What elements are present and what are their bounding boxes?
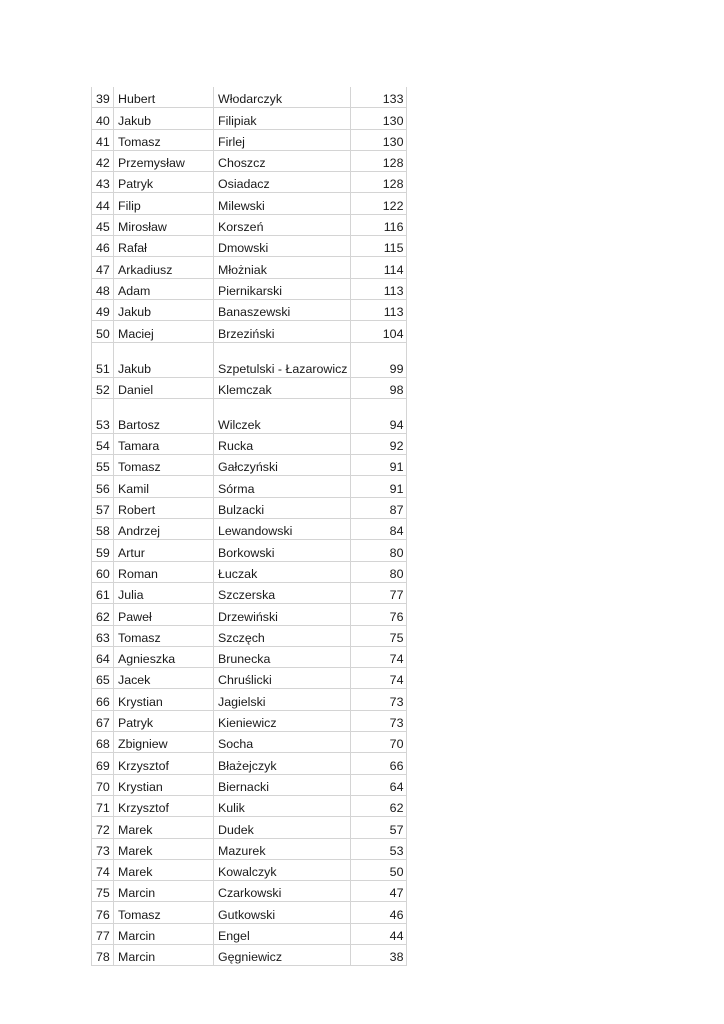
score-cell: 130 [351,129,407,150]
score-cell: 44 [351,923,407,944]
score-cell: 73 [351,689,407,710]
first-name-cell: Marek [114,838,214,859]
first-name-cell: Jakub [114,299,214,320]
rank-cell: 41 [92,129,114,150]
score-cell: 91 [351,476,407,497]
rank-cell: 54 [92,433,114,454]
rank-cell: 60 [92,561,114,582]
rank-cell: 40 [92,108,114,129]
last-name-cell: Filipiak [214,108,351,129]
first-name-cell: Patryk [114,172,214,193]
score-cell: 113 [351,278,407,299]
score-cell: 113 [351,299,407,320]
table-row [92,321,407,342]
score-cell: 116 [351,214,407,235]
rank-cell: 73 [92,838,114,859]
score-cell: 84 [351,519,407,540]
score-cell: 66 [351,753,407,774]
first-name-cell: Bartosz [114,398,214,433]
score-cell: 87 [351,497,407,518]
first-name-cell: Przemysław [114,150,214,171]
first-name-cell: Marcin [114,944,214,965]
table-row [92,497,407,518]
first-name-cell: Roman [114,561,214,582]
last-name-cell: Szczerska [214,582,351,603]
table-row [92,214,407,235]
score-cell: 99 [351,342,407,377]
last-name-cell: Chruślicki [214,668,351,689]
first-name-cell: Mirosław [114,214,214,235]
first-name-cell: Krystian [114,774,214,795]
score-cell: 77 [351,582,407,603]
table-row [92,923,407,944]
last-name-cell: Choszcz [214,150,351,171]
last-name-cell: Czarkowski [214,881,351,902]
table-row [92,732,407,753]
last-name-cell: Dudek [214,817,351,838]
first-name-cell: Filip [114,193,214,214]
table-row [92,342,407,377]
table-row [92,859,407,880]
score-cell: 98 [351,377,407,398]
first-name-cell: Tomasz [114,129,214,150]
last-name-cell: Kowalczyk [214,859,351,880]
table-row [92,129,407,150]
last-name-cell: Szczęch [214,625,351,646]
table-row [92,455,407,476]
last-name-cell: Drzewiński [214,604,351,625]
first-name-cell: Robert [114,497,214,518]
table-row [92,519,407,540]
score-cell: 53 [351,838,407,859]
first-name-cell: Tomasz [114,902,214,923]
rank-cell: 46 [92,236,114,257]
last-name-cell: Brunecka [214,646,351,667]
table-row [92,540,407,561]
rank-cell: 48 [92,278,114,299]
score-cell: 47 [351,881,407,902]
table-row [92,433,407,454]
rank-cell: 65 [92,668,114,689]
first-name-cell: Maciej [114,321,214,342]
table-row [92,795,407,816]
first-name-cell: Krzysztof [114,795,214,816]
rank-cell: 42 [92,150,114,171]
score-cell: 74 [351,646,407,667]
table-row [92,108,407,129]
score-cell: 62 [351,795,407,816]
last-name-cell: Włodarczyk [214,87,351,108]
score-cell: 80 [351,561,407,582]
last-name-cell: Milewski [214,193,351,214]
first-name-cell: Patryk [114,710,214,731]
last-name-cell: Borkowski [214,540,351,561]
rank-cell: 78 [92,944,114,965]
score-cell: 91 [351,455,407,476]
last-name-cell: Gutkowski [214,902,351,923]
rank-cell: 63 [92,625,114,646]
table-row [92,838,407,859]
last-name-cell: Jagielski [214,689,351,710]
last-name-cell: Szpetulski - Łazarowicz [214,342,351,377]
first-name-cell: Julia [114,582,214,603]
rank-cell: 57 [92,497,114,518]
first-name-cell: Marcin [114,881,214,902]
last-name-cell: Biernacki [214,774,351,795]
score-cell: 94 [351,398,407,433]
last-name-cell: Kieniewicz [214,710,351,731]
table-row [92,278,407,299]
last-name-cell: Gałczyński [214,455,351,476]
last-name-cell: Brzeziński [214,321,351,342]
rank-cell: 66 [92,689,114,710]
first-name-cell: Agnieszka [114,646,214,667]
table-row [92,774,407,795]
rank-cell: 58 [92,519,114,540]
rank-cell: 56 [92,476,114,497]
rank-cell: 75 [92,881,114,902]
first-name-cell: Krzysztof [114,753,214,774]
rank-cell: 64 [92,646,114,667]
first-name-cell: Artur [114,540,214,561]
table-row [92,87,407,108]
score-cell: 74 [351,668,407,689]
last-name-cell: Piernikarski [214,278,351,299]
table-row [92,689,407,710]
score-cell: 38 [351,944,407,965]
score-cell: 57 [351,817,407,838]
score-cell: 130 [351,108,407,129]
score-cell: 70 [351,732,407,753]
table-row [92,944,407,965]
first-name-cell: Zbigniew [114,732,214,753]
rank-cell: 62 [92,604,114,625]
rank-cell: 43 [92,172,114,193]
last-name-cell: Osiadacz [214,172,351,193]
score-cell: 92 [351,433,407,454]
first-name-cell: Paweł [114,604,214,625]
last-name-cell: Klemczak [214,377,351,398]
last-name-cell: Mazurek [214,838,351,859]
rank-cell: 70 [92,774,114,795]
first-name-cell: Tomasz [114,455,214,476]
last-name-cell: Engel [214,923,351,944]
rank-cell: 76 [92,902,114,923]
table-row [92,710,407,731]
first-name-cell: Adam [114,278,214,299]
table-row [92,646,407,667]
table-row [92,561,407,582]
rank-cell: 44 [92,193,114,214]
last-name-cell: Sórma [214,476,351,497]
first-name-cell: Tomasz [114,625,214,646]
score-cell: 76 [351,604,407,625]
score-cell: 73 [351,710,407,731]
first-name-cell: Andrzej [114,519,214,540]
rank-cell: 39 [92,87,114,108]
rank-cell: 68 [92,732,114,753]
score-cell: 75 [351,625,407,646]
first-name-cell: Marcin [114,923,214,944]
rank-cell: 51 [92,342,114,377]
first-name-cell: Krystian [114,689,214,710]
table-row [92,476,407,497]
first-name-cell: Jakub [114,342,214,377]
rank-cell: 69 [92,753,114,774]
rank-cell: 72 [92,817,114,838]
table-row [92,150,407,171]
table-row [92,817,407,838]
table-row [92,753,407,774]
table-row [92,902,407,923]
last-name-cell: Socha [214,732,351,753]
first-name-cell: Jacek [114,668,214,689]
rank-cell: 49 [92,299,114,320]
table-row [92,582,407,603]
first-name-cell: Marek [114,859,214,880]
score-cell: 104 [351,321,407,342]
first-name-cell: Tamara [114,433,214,454]
last-name-cell: Młożniak [214,257,351,278]
first-name-cell: Jakub [114,108,214,129]
table-row [92,236,407,257]
rank-cell: 71 [92,795,114,816]
score-cell: 46 [351,902,407,923]
rank-cell: 45 [92,214,114,235]
rank-cell: 59 [92,540,114,561]
score-cell: 80 [351,540,407,561]
rank-cell: 77 [92,923,114,944]
last-name-cell: Wilczek [214,398,351,433]
rank-cell: 50 [92,321,114,342]
score-cell: 128 [351,150,407,171]
last-name-cell: Lewandowski [214,519,351,540]
last-name-cell: Dmowski [214,236,351,257]
table-row [92,398,407,433]
ranking-table-body [92,87,407,966]
table-row [92,193,407,214]
first-name-cell: Kamil [114,476,214,497]
table-row [92,299,407,320]
table-row [92,377,407,398]
last-name-cell: Bulzacki [214,497,351,518]
rank-cell: 53 [92,398,114,433]
score-cell: 128 [351,172,407,193]
last-name-cell: Firlej [214,129,351,150]
first-name-cell: Daniel [114,377,214,398]
rank-cell: 61 [92,582,114,603]
table-row [92,668,407,689]
first-name-cell: Rafał [114,236,214,257]
rank-cell: 52 [92,377,114,398]
first-name-cell: Marek [114,817,214,838]
rank-cell: 74 [92,859,114,880]
last-name-cell: Korszeń [214,214,351,235]
score-cell: 50 [351,859,407,880]
ranking-table [91,87,407,966]
first-name-cell: Arkadiusz [114,257,214,278]
last-name-cell: Kulik [214,795,351,816]
score-cell: 64 [351,774,407,795]
table-row [92,604,407,625]
score-cell: 122 [351,193,407,214]
rank-cell: 55 [92,455,114,476]
score-cell: 114 [351,257,407,278]
last-name-cell: Banaszewski [214,299,351,320]
last-name-cell: Gęgniewicz [214,944,351,965]
table-row [92,172,407,193]
rank-cell: 67 [92,710,114,731]
last-name-cell: Rucka [214,433,351,454]
last-name-cell: Łuczak [214,561,351,582]
table-row [92,881,407,902]
first-name-cell: Hubert [114,87,214,108]
score-cell: 115 [351,236,407,257]
table-row [92,257,407,278]
rank-cell: 47 [92,257,114,278]
last-name-cell: Błażejczyk [214,753,351,774]
table-row [92,625,407,646]
score-cell: 133 [351,87,407,108]
